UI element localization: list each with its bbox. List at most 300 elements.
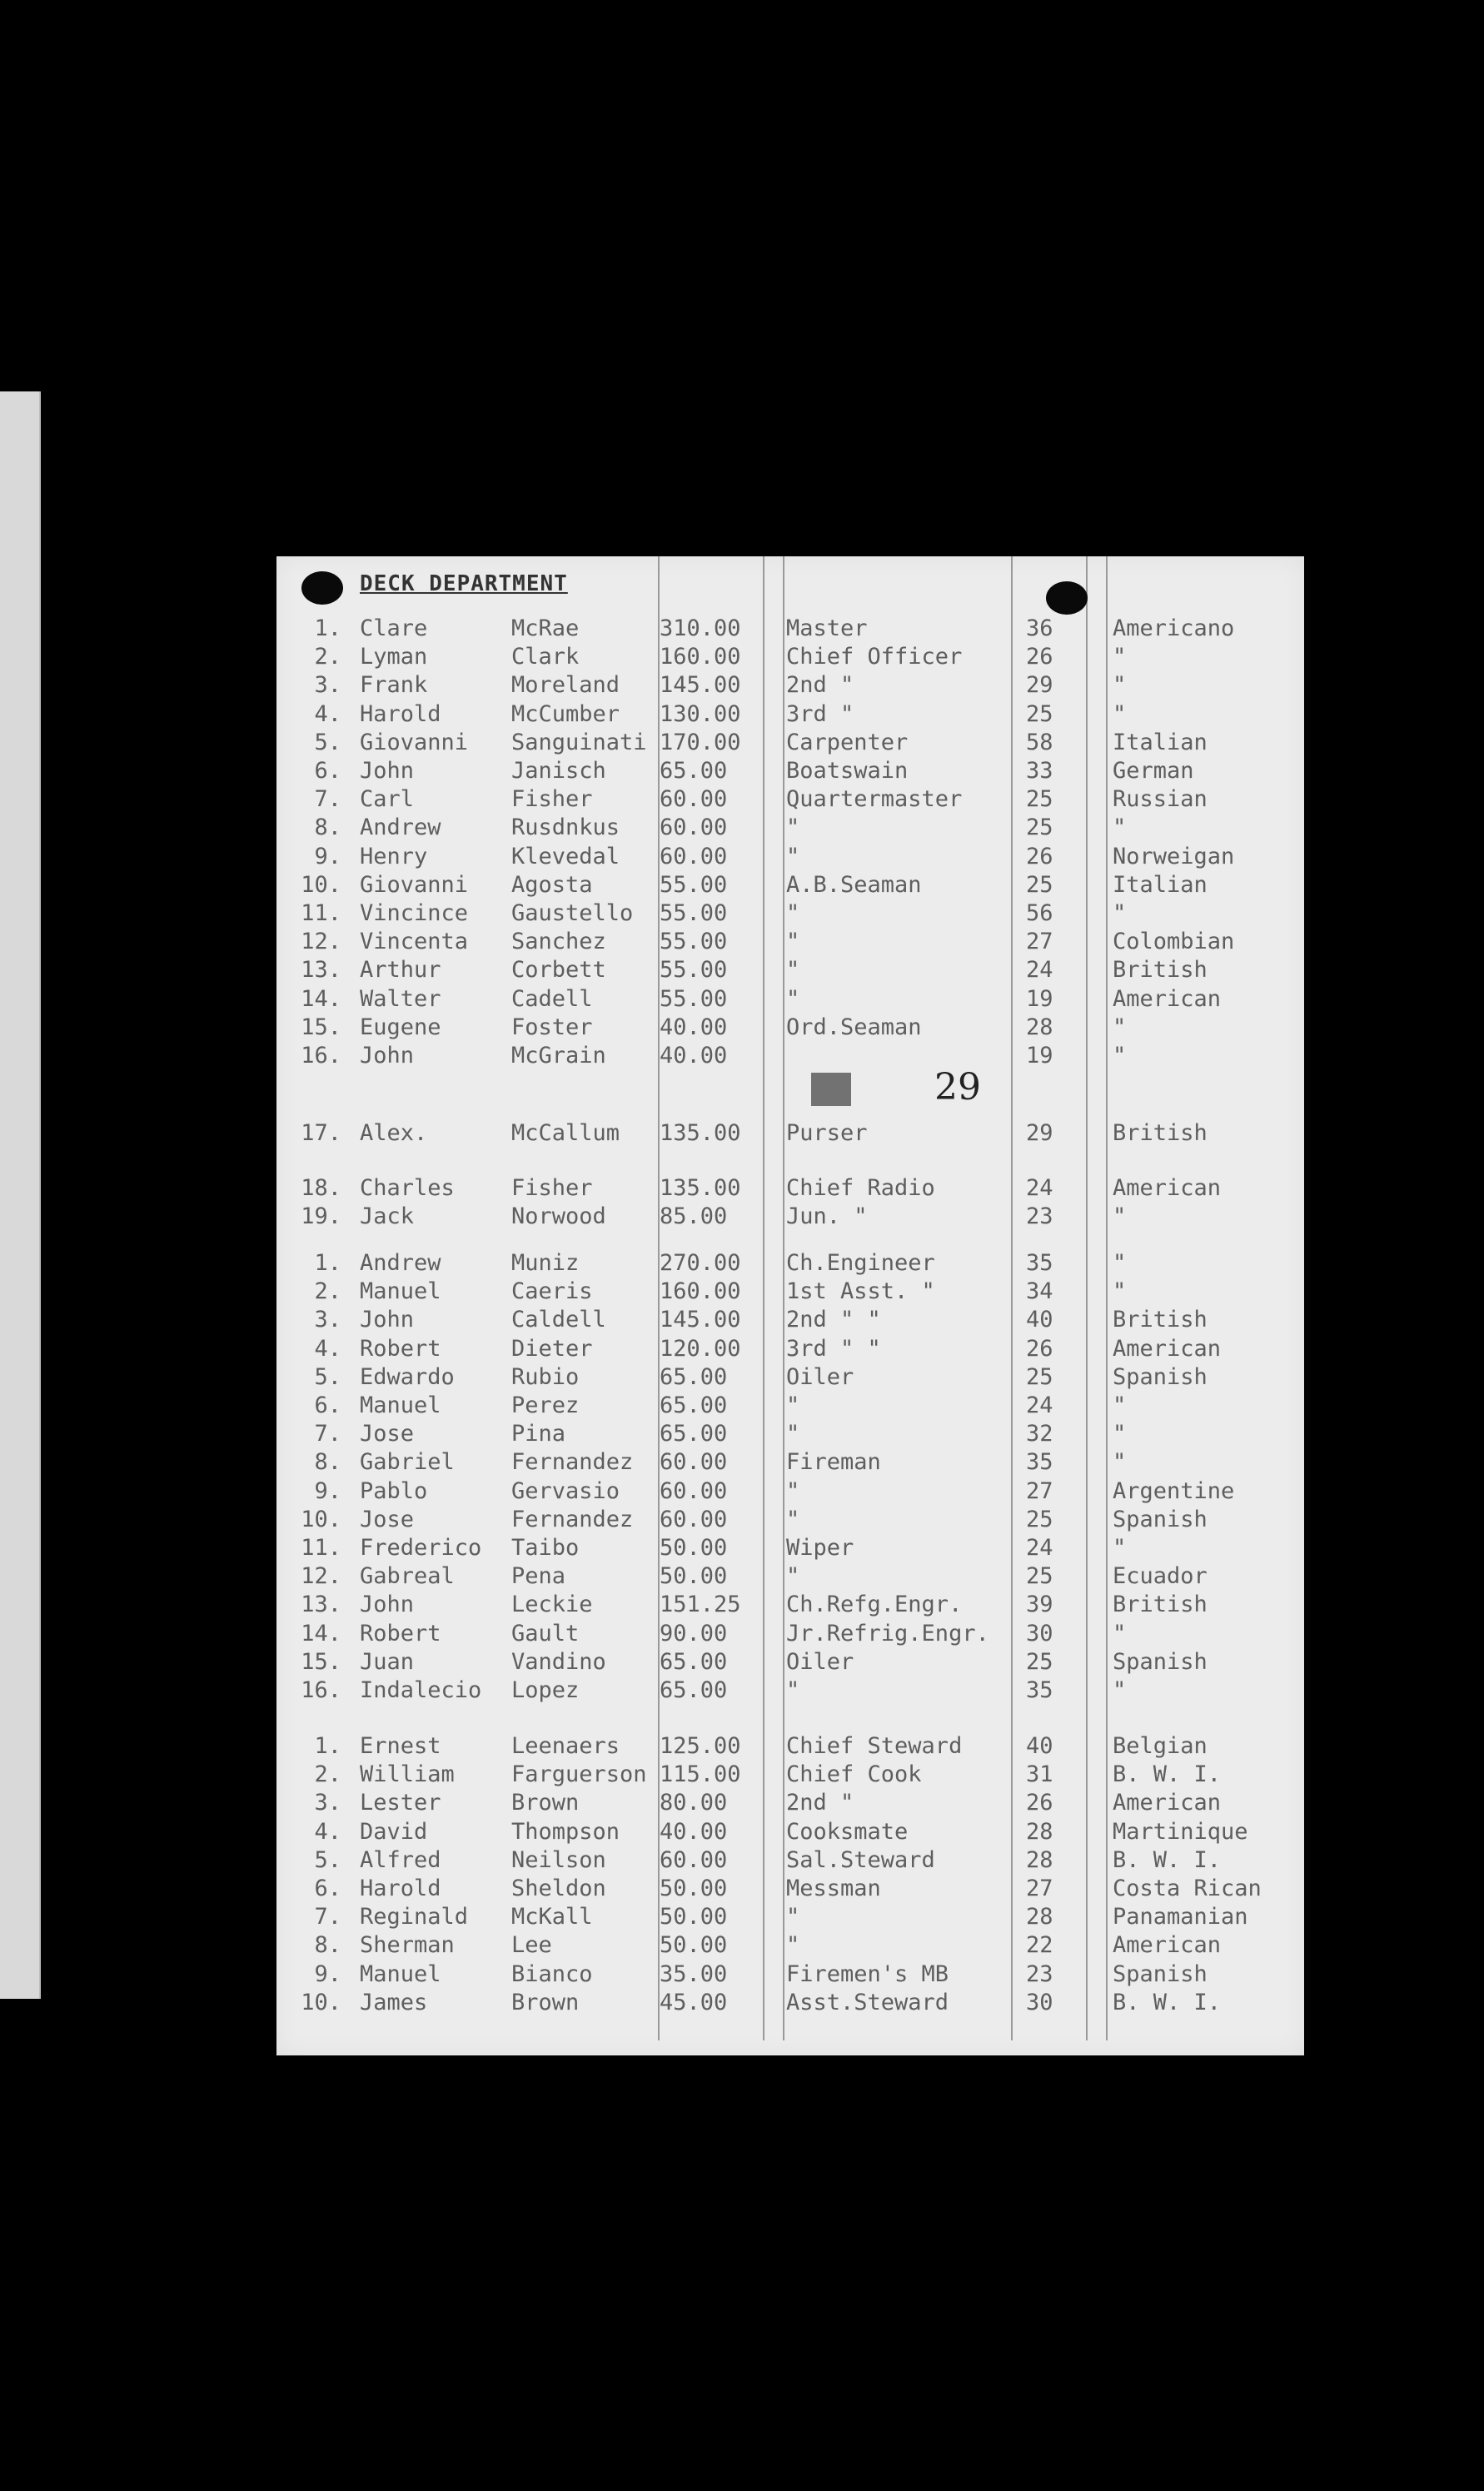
crew-row xyxy=(276,643,1304,671)
row-number: 6. xyxy=(314,1392,341,1418)
nationality: " xyxy=(1113,815,1127,841)
surname: Gaustello xyxy=(511,900,634,926)
monthly-wage: 270.00 xyxy=(660,1250,741,1276)
given-name: William xyxy=(360,1761,455,1788)
crew-row xyxy=(276,615,1304,643)
age: 25 xyxy=(1026,1506,1053,1532)
age: 56 xyxy=(1026,900,1053,926)
nationality: Norweigan xyxy=(1113,843,1235,869)
given-name: Gabreal xyxy=(360,1563,455,1590)
age: 26 xyxy=(1026,1790,1053,1816)
surname: Fisher xyxy=(511,786,593,813)
given-name: Reginald xyxy=(360,1904,469,1931)
row-number: 3. xyxy=(314,1307,341,1333)
monthly-wage: 310.00 xyxy=(660,615,741,641)
age: 29 xyxy=(1026,672,1053,699)
rating: Quartermaster xyxy=(786,786,963,813)
crew-row xyxy=(276,1562,1304,1591)
given-name: Jack xyxy=(360,1203,415,1230)
surname: Muniz xyxy=(511,1250,580,1276)
age: 19 xyxy=(1026,985,1053,1012)
age: 26 xyxy=(1026,1335,1053,1362)
given-name: John xyxy=(360,1043,415,1069)
surname: Brown xyxy=(511,1989,580,2015)
age: 27 xyxy=(1026,1477,1053,1504)
surname: Farguerson xyxy=(511,1761,647,1788)
given-name: Harold xyxy=(360,1876,441,1901)
rating: " xyxy=(786,985,800,1012)
surname: McCallum xyxy=(511,1120,620,1146)
monthly-wage: 60.00 xyxy=(660,786,728,813)
monthly-wage: 145.00 xyxy=(660,672,741,699)
crew-row xyxy=(276,1591,1304,1619)
given-name: Frank xyxy=(360,672,428,699)
nationality: " xyxy=(1113,1014,1127,1040)
crew-row xyxy=(276,1534,1304,1562)
nationality: Italian xyxy=(1113,871,1208,898)
crew-row xyxy=(276,1420,1304,1448)
row-number: 17. xyxy=(301,1120,341,1146)
age: 25 xyxy=(1026,1363,1053,1390)
age: 36 xyxy=(1026,615,1053,641)
crew-row xyxy=(276,1960,1304,1989)
nationality: Russian xyxy=(1113,786,1208,813)
given-name: Juan xyxy=(360,1648,415,1675)
nationality: " xyxy=(1113,900,1127,926)
row-number: 1. xyxy=(314,1250,341,1276)
given-name: Jose xyxy=(360,1421,415,1447)
row-number: 19. xyxy=(301,1203,341,1230)
age: 28 xyxy=(1026,1846,1053,1873)
monthly-wage: 130.00 xyxy=(660,700,741,727)
monthly-wage: 45.00 xyxy=(660,1989,728,2015)
crew-row xyxy=(276,757,1304,785)
monthly-wage: 40.00 xyxy=(660,1014,728,1040)
surname: Janisch xyxy=(511,758,606,784)
surname: McRae xyxy=(511,615,580,641)
nationality: " xyxy=(1113,1278,1127,1305)
monthly-wage: 60.00 xyxy=(660,815,728,841)
rating: 1st Asst. " xyxy=(786,1278,935,1305)
rating: Chief Steward xyxy=(786,1733,963,1759)
row-number: 4. xyxy=(314,1818,341,1845)
crew-row xyxy=(276,1620,1304,1648)
row-number: 1. xyxy=(314,615,341,641)
given-name: Arthur xyxy=(360,957,441,984)
rating: Chief Cook xyxy=(786,1761,922,1788)
age: 28 xyxy=(1026,1014,1053,1040)
surname: McCumber xyxy=(511,700,620,727)
surname: Norwood xyxy=(511,1203,606,1230)
age: 19 xyxy=(1026,1043,1053,1069)
row-number: 8. xyxy=(314,815,341,841)
crew-row xyxy=(276,1014,1304,1042)
row-number: 8. xyxy=(314,1449,341,1476)
nationality: American xyxy=(1113,1175,1222,1201)
age: 30 xyxy=(1026,1989,1053,2015)
surname: Leenaers xyxy=(511,1733,620,1759)
rating: Purser xyxy=(786,1120,868,1146)
monthly-wage: 65.00 xyxy=(660,1363,728,1390)
age: 28 xyxy=(1026,1818,1053,1845)
nationality: American xyxy=(1113,1335,1222,1362)
crew-row xyxy=(276,1789,1304,1817)
monthly-wage: 65.00 xyxy=(660,1392,728,1418)
age: 34 xyxy=(1026,1278,1053,1305)
row-number: 16. xyxy=(301,1677,341,1703)
surname: Foster xyxy=(511,1014,593,1040)
crew-row xyxy=(276,985,1304,1014)
row-number: 15. xyxy=(301,1648,341,1675)
age: 29 xyxy=(1026,1120,1053,1146)
row-number: 9. xyxy=(314,1477,341,1504)
given-name: Indalecio xyxy=(360,1677,482,1703)
crew-row xyxy=(276,1042,1304,1070)
given-name: Robert xyxy=(360,1335,441,1362)
given-name: Sherman xyxy=(360,1932,455,1959)
row-number: 6. xyxy=(314,1876,341,1901)
rating: Ord.Seaman xyxy=(786,1014,922,1040)
row-number: 10. xyxy=(301,1989,341,2015)
monthly-wage: 120.00 xyxy=(660,1335,741,1362)
given-name: Manuel xyxy=(360,1392,441,1418)
rating: Jr.Refrig.Engr. xyxy=(786,1620,989,1647)
row-number: 12. xyxy=(301,929,341,955)
row-number: 3. xyxy=(314,1790,341,1816)
age: 26 xyxy=(1026,843,1053,869)
monthly-wage: 65.00 xyxy=(660,1648,728,1675)
nationality: " xyxy=(1113,1392,1127,1418)
rating: Cooksmate xyxy=(786,1818,909,1845)
age: 32 xyxy=(1026,1421,1053,1447)
surname: Taibo xyxy=(511,1535,580,1561)
row-number: 5. xyxy=(314,1846,341,1873)
rating: " xyxy=(786,1677,800,1703)
monthly-wage: 60.00 xyxy=(660,1449,728,1476)
crew-row xyxy=(276,928,1304,956)
crew-row xyxy=(276,1477,1304,1506)
crew-row xyxy=(276,1506,1304,1534)
given-name: Manuel xyxy=(360,1278,441,1305)
given-name: Edwardo xyxy=(360,1363,455,1390)
surname: Corbett xyxy=(511,957,606,984)
surname: Caldell xyxy=(511,1307,606,1333)
rating: " xyxy=(786,1932,800,1959)
given-name: Frederico xyxy=(360,1535,482,1561)
given-name: Carl xyxy=(360,786,415,813)
monthly-wage: 55.00 xyxy=(660,929,728,955)
surname: Neilson xyxy=(511,1846,606,1873)
nationality: Argentine xyxy=(1113,1477,1235,1504)
crew-row xyxy=(276,871,1304,899)
rating: Ch.Refg.Engr. xyxy=(786,1592,963,1618)
rating: " xyxy=(786,900,800,926)
rating: " xyxy=(786,1392,800,1418)
rating: Chief Officer xyxy=(786,644,963,670)
given-name: John xyxy=(360,1307,415,1333)
age: 30 xyxy=(1026,1620,1053,1647)
crew-row xyxy=(276,1448,1304,1477)
age: 22 xyxy=(1026,1932,1053,1959)
given-name: Alfred xyxy=(360,1846,441,1873)
crew-row xyxy=(276,700,1304,729)
age: 33 xyxy=(1026,758,1053,784)
row-number: 2. xyxy=(314,1761,341,1788)
given-name: David xyxy=(360,1818,428,1845)
crew-row xyxy=(276,1875,1304,1903)
nationality: " xyxy=(1113,644,1127,670)
row-number: 11. xyxy=(301,1535,341,1561)
surname: Leckie xyxy=(511,1592,593,1618)
surname: Klevedal xyxy=(511,843,620,869)
rating: " xyxy=(786,929,800,955)
nationality: Martinique xyxy=(1113,1818,1248,1845)
age: 25 xyxy=(1026,1648,1053,1675)
nationality: " xyxy=(1113,700,1127,727)
nationality: " xyxy=(1113,1043,1127,1069)
age: 35 xyxy=(1026,1449,1053,1476)
surname: McKall xyxy=(511,1904,593,1931)
adjacent-page-edge xyxy=(0,391,41,1999)
row-number: 7. xyxy=(314,1904,341,1931)
nationality: Colombian xyxy=(1113,929,1235,955)
monthly-wage: 60.00 xyxy=(660,1846,728,1873)
department-heading: DECK DEPARTMENT xyxy=(360,571,568,596)
row-number: 7. xyxy=(314,1421,341,1447)
age: 28 xyxy=(1026,1904,1053,1931)
monthly-wage: 50.00 xyxy=(660,1932,728,1959)
row-number: 14. xyxy=(301,985,341,1012)
rating: " xyxy=(786,1477,800,1504)
surname: Vandino xyxy=(511,1648,606,1675)
nationality: B. W. I. xyxy=(1113,1989,1222,2015)
monthly-wage: 55.00 xyxy=(660,871,728,898)
crew-row xyxy=(276,1676,1304,1705)
row-number: 6. xyxy=(314,758,341,784)
age: 24 xyxy=(1026,1535,1053,1561)
given-name: John xyxy=(360,1592,415,1618)
row-number: 5. xyxy=(314,729,341,755)
nationality: Belgian xyxy=(1113,1733,1208,1759)
given-name: Lyman xyxy=(360,644,428,670)
crew-row xyxy=(276,1732,1304,1761)
age: 25 xyxy=(1026,815,1053,841)
crew-row xyxy=(276,899,1304,928)
nationality: Spanish xyxy=(1113,1960,1208,1987)
monthly-wage: 65.00 xyxy=(660,1677,728,1703)
row-number: 16. xyxy=(301,1043,341,1069)
surname: Fernandez xyxy=(511,1449,634,1476)
rating: Ch.Engineer xyxy=(786,1250,935,1276)
crew-row xyxy=(276,1363,1304,1392)
rating: 3rd " " xyxy=(786,1335,881,1362)
age: 40 xyxy=(1026,1307,1053,1333)
given-name: Giovanni xyxy=(360,729,469,755)
nationality: American xyxy=(1113,985,1222,1012)
nationality: Italian xyxy=(1113,729,1208,755)
surname: Cadell xyxy=(511,985,593,1012)
nationality: American xyxy=(1113,1790,1222,1816)
nationality: Spanish xyxy=(1113,1648,1208,1675)
crew-row xyxy=(276,1903,1304,1931)
surname: Perez xyxy=(511,1392,580,1418)
surname: Gervasio xyxy=(511,1477,620,1504)
rating: Fireman xyxy=(786,1449,881,1476)
rating: " xyxy=(786,1563,800,1590)
rating: Oiler xyxy=(786,1363,854,1390)
monthly-wage: 40.00 xyxy=(660,1043,728,1069)
given-name: Harold xyxy=(360,700,441,727)
monthly-wage: 50.00 xyxy=(660,1876,728,1901)
monthly-wage: 65.00 xyxy=(660,1421,728,1447)
monthly-wage: 145.00 xyxy=(660,1307,741,1333)
age: 24 xyxy=(1026,957,1053,984)
nationality: Ecuador xyxy=(1113,1563,1208,1590)
row-number: 12. xyxy=(301,1563,341,1590)
monthly-wage: 40.00 xyxy=(660,1818,728,1845)
given-name: Alex. xyxy=(360,1120,428,1146)
given-name: Walter xyxy=(360,985,441,1012)
rating: " xyxy=(786,957,800,984)
rating: 2nd " xyxy=(786,672,854,699)
row-number: 5. xyxy=(314,1363,341,1390)
nationality: Costa Rican xyxy=(1113,1876,1262,1901)
age: 27 xyxy=(1026,929,1053,955)
surname: Gault xyxy=(511,1620,580,1647)
crew-row xyxy=(276,1278,1304,1306)
nationality: Panamanian xyxy=(1113,1904,1248,1931)
crew-row xyxy=(276,671,1304,700)
monthly-wage: 60.00 xyxy=(660,1506,728,1532)
given-name: John xyxy=(360,758,415,784)
surname: Lee xyxy=(511,1932,552,1959)
rating: Carpenter xyxy=(786,729,909,755)
given-name: Robert xyxy=(360,1620,441,1647)
age: 24 xyxy=(1026,1392,1053,1418)
given-name: Andrew xyxy=(360,815,441,841)
rating: Wiper xyxy=(786,1535,854,1561)
nationality: Spanish xyxy=(1113,1506,1208,1532)
surname: Agosta xyxy=(511,871,593,898)
surname: Sanchez xyxy=(511,929,606,955)
given-name: Clare xyxy=(360,615,428,641)
age: 26 xyxy=(1026,644,1053,670)
surname: McGrain xyxy=(511,1043,606,1069)
surname: Sanguinati xyxy=(511,729,647,755)
ink-stamp-mark xyxy=(811,1073,851,1106)
rating: Firemen's MB xyxy=(786,1960,949,1987)
rating: " xyxy=(786,1421,800,1447)
monthly-wage: 55.00 xyxy=(660,985,728,1012)
surname: Thompson xyxy=(511,1818,620,1845)
row-number: 10. xyxy=(301,1506,341,1532)
surname: Lopez xyxy=(511,1677,580,1703)
rating: Sal.Steward xyxy=(786,1846,935,1873)
age: 35 xyxy=(1026,1250,1053,1276)
row-number: 14. xyxy=(301,1620,341,1647)
rating: Messman xyxy=(786,1876,881,1901)
nationality: " xyxy=(1113,1250,1127,1276)
monthly-wage: 160.00 xyxy=(660,644,741,670)
age: 25 xyxy=(1026,786,1053,813)
crew-row xyxy=(276,1306,1304,1334)
monthly-wage: 90.00 xyxy=(660,1620,728,1647)
rating: Oiler xyxy=(786,1648,854,1675)
row-number: 8. xyxy=(314,1932,341,1959)
age: 24 xyxy=(1026,1175,1053,1201)
surname: Dieter xyxy=(511,1335,593,1362)
given-name: Gabriel xyxy=(360,1449,455,1476)
monthly-wage: 65.00 xyxy=(660,758,728,784)
monthly-wage: 50.00 xyxy=(660,1904,728,1931)
rating: " xyxy=(786,843,800,869)
rating: " xyxy=(786,815,800,841)
monthly-wage: 60.00 xyxy=(660,1477,728,1504)
age: 23 xyxy=(1026,1960,1053,1987)
surname: Clark xyxy=(511,644,580,670)
row-number: 1. xyxy=(314,1733,341,1759)
given-name: James xyxy=(360,1989,428,2015)
nationality: Americano xyxy=(1113,615,1235,641)
punch-hole xyxy=(1046,581,1088,615)
nationality: " xyxy=(1113,1421,1127,1447)
sheet-number: 29 xyxy=(934,1066,981,1108)
nationality: British xyxy=(1113,957,1208,984)
surname: Fernandez xyxy=(511,1506,634,1532)
row-number: 9. xyxy=(314,1960,341,1987)
given-name: Vincenta xyxy=(360,929,469,955)
given-name: Charles xyxy=(360,1175,455,1201)
monthly-wage: 85.00 xyxy=(660,1203,728,1230)
row-number: 4. xyxy=(314,1335,341,1362)
surname: Brown xyxy=(511,1790,580,1816)
crew-row xyxy=(276,956,1304,984)
row-number: 15. xyxy=(301,1014,341,1040)
crew-row xyxy=(276,1818,1304,1846)
monthly-wage: 55.00 xyxy=(660,957,728,984)
age: 39 xyxy=(1026,1592,1053,1618)
age: 25 xyxy=(1026,1563,1053,1590)
row-number: 13. xyxy=(301,957,341,984)
nationality: German xyxy=(1113,758,1194,784)
age: 35 xyxy=(1026,1677,1053,1703)
crew-row xyxy=(276,1648,1304,1676)
rating: " xyxy=(786,1506,800,1532)
given-name: Andrew xyxy=(360,1250,441,1276)
age: 31 xyxy=(1026,1761,1053,1788)
row-number: 2. xyxy=(314,1278,341,1305)
monthly-wage: 55.00 xyxy=(660,900,728,926)
crew-row xyxy=(276,1761,1304,1789)
rating: Master xyxy=(786,615,868,641)
crew-row xyxy=(276,1119,1304,1148)
nationality: B. W. I. xyxy=(1113,1846,1222,1873)
nationality: American xyxy=(1113,1932,1222,1959)
row-number: 9. xyxy=(314,843,341,869)
surname: Rubio xyxy=(511,1363,580,1390)
given-name: Pablo xyxy=(360,1477,428,1504)
monthly-wage: 151.25 xyxy=(660,1592,741,1618)
nationality: Spanish xyxy=(1113,1363,1208,1390)
given-name: Lester xyxy=(360,1790,441,1816)
nationality: B. W. I. xyxy=(1113,1761,1222,1788)
crew-row xyxy=(276,785,1304,814)
given-name: Eugene xyxy=(360,1014,441,1040)
crew-row xyxy=(276,1989,1304,2017)
row-number: 13. xyxy=(301,1592,341,1618)
surname: Sheldon xyxy=(511,1876,606,1901)
rating: 3rd " xyxy=(786,700,854,727)
